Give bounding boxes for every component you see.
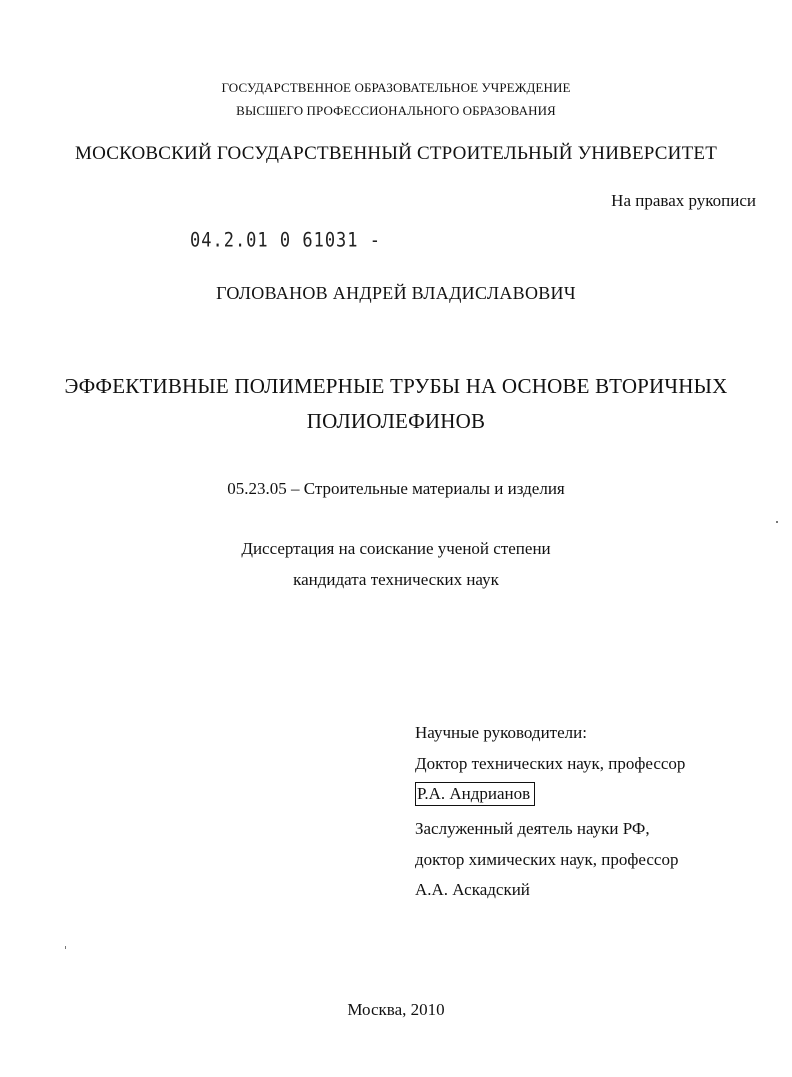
university-name: МОСКОВСКИЙ ГОСУДАРСТВЕННЫЙ СТРОИТЕЛЬНЫЙ УНИВЕРСИТЕТ — [74, 143, 717, 164]
thesis-title-line-2: ПОЛИОЛЕФИНОВ — [306, 409, 486, 433]
advisor-2-title-line-2: доктор химических наук, профессор — [415, 850, 679, 869]
thesis-title-line-1: ЭФФЕКТИВНЫЕ ПОЛИМЕРНЫЕ ТРУБЫ НА ОСНОВЕ ВТОРИЧНЫХ — [64, 374, 728, 398]
manuscript-note: На правах рукописи — [611, 191, 756, 210]
advisor-1-title: Доктор технических наук, профессор — [415, 754, 686, 773]
institution-line-1: ГОСУДАРСТВЕННОЕ ОБРАЗОВАТЕЛЬНОЕ УЧРЕЖДЕНИЕ — [221, 80, 571, 95]
degree-line-1: Диссертация на соискание ученой степени — [241, 539, 551, 558]
advisor-2-name: А.А. Аскадский — [415, 880, 530, 899]
specialty-code: 05.23.05 – Строительные материалы и изделия — [227, 479, 565, 498]
scan-speck — [776, 521, 778, 523]
advisors-heading: Научные руководители: — [415, 723, 587, 742]
author-name: ГОЛОВАНОВ АНДРЕЙ ВЛАДИСЛАВОВИЧ — [216, 283, 576, 303]
registration-stamp: 04.2.01 0 61031 - — [190, 229, 381, 252]
scan-speck — [65, 946, 66, 949]
advisor-1-name-box — [415, 784, 535, 804]
institution-line-2: ВЫСШЕГО ПРОФЕССИОНАЛЬНОГО ОБРАЗОВАНИЯ — [236, 103, 556, 118]
degree-line-2: кандидата технических наук — [293, 570, 499, 589]
advisor-1-name: Р.А. Андрианов — [415, 782, 535, 806]
advisor-2-title-line-1: Заслуженный деятель науки РФ, — [415, 819, 650, 838]
city-year: Москва, 2010 — [347, 1000, 445, 1019]
